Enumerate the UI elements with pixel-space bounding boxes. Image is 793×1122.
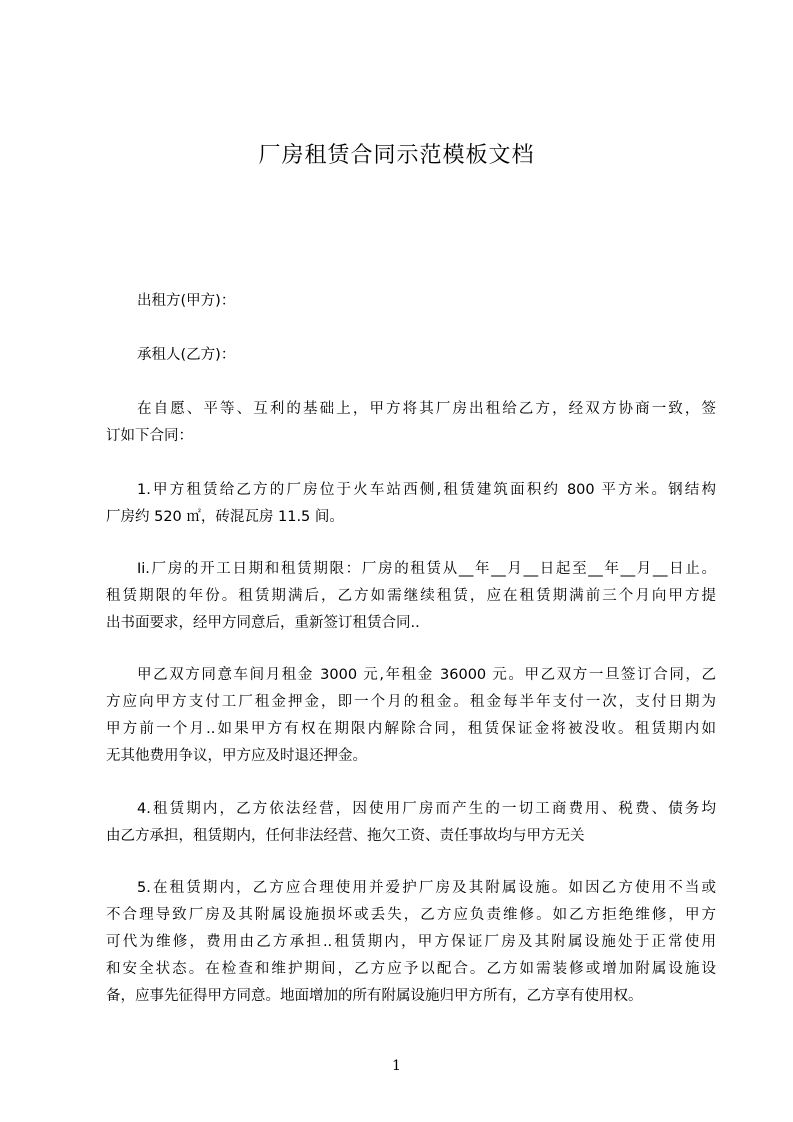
clause-2-line-2: 租赁期限的年份。租赁期满后，乙方如需继续租赁，应在租赁期满前三个月向甲方提 <box>106 588 716 604</box>
clause-4-line-2: 由乙方承担，租赁期内，任何非法经营、拖欠工资、责任事故均与甲方无关 <box>106 828 585 844</box>
clause-2-line-3: 出书面要求，经甲方同意后，重新签订租赁合同.. <box>106 615 420 631</box>
clause-5-line-5: 备，应事先征得甲方同意。地面增加的所有附属设施归甲方所有，乙方享有使用权。 <box>106 988 643 1004</box>
rent-paragraph-line-3: 甲方前一个月..如果甲方有权在期限内解除合同，租赁保证金将被没收。租赁期内如 <box>106 721 716 737</box>
lessor-line: 出租方(甲方)： <box>137 293 236 309</box>
clause-1-line-2: 厂房约 520 ㎡，砖混瓦房 11.5 间。 <box>106 509 344 525</box>
lessee-line: 承租人(乙方)： <box>137 347 236 363</box>
intro-line-2: 订如下合同： <box>106 428 193 444</box>
clause-2-line-1: Ii.厂房的开工日期和租赁期限：厂房的租赁从__年__月__日起至__年__月__日止。 <box>137 561 716 577</box>
rent-paragraph-line-1: 甲乙双方同意车间月租金 3000 元,年租金 36000 元。甲乙双方一旦签订合同，乙 <box>137 667 716 683</box>
rent-paragraph-line-2: 方应向甲方支付工厂租金押金，即一个月的租金。租金每半年支付一次，支付日期为 <box>106 694 716 710</box>
clause-5-line-4: 和安全状态。在检查和维护期间，乙方应予以配合。乙方如需装修或增加附属设施设 <box>106 961 716 977</box>
document-title: 厂房租赁合同示范模板文档 <box>258 143 535 168</box>
clause-5-line-3: 可代为维修，费用由乙方承担..租赁期内，甲方保证厂房及其附属设施处于正常使用 <box>106 934 716 950</box>
clause-5-line-1: 5.在租赁期内，乙方应合理使用并爱护厂房及其附属设施。如因乙方使用不当或 <box>137 880 716 896</box>
clause-5-line-2: 不合理导致厂房及其附属设施损坏或丢失，乙方应负责维修。如乙方拒绝维修，甲方 <box>106 907 716 923</box>
rent-paragraph-line-4: 无其他费用争议，甲方应及时退还押金。 <box>106 748 367 764</box>
intro-line-1: 在自愿、平等、互利的基础上，甲方将其厂房出租给乙方，经双方协商一致，签 <box>137 401 716 417</box>
clause-4-line-1: 4.租赁期内，乙方依法经营，因使用厂房而产生的一切工商费用、税费、债务均 <box>137 801 716 817</box>
clause-1-line-1: 1.甲方租赁给乙方的厂房位于火车站西侧,租赁建筑面积约 800 平方米。钢结构 <box>137 482 716 498</box>
page-number: 1 <box>392 1058 401 1074</box>
